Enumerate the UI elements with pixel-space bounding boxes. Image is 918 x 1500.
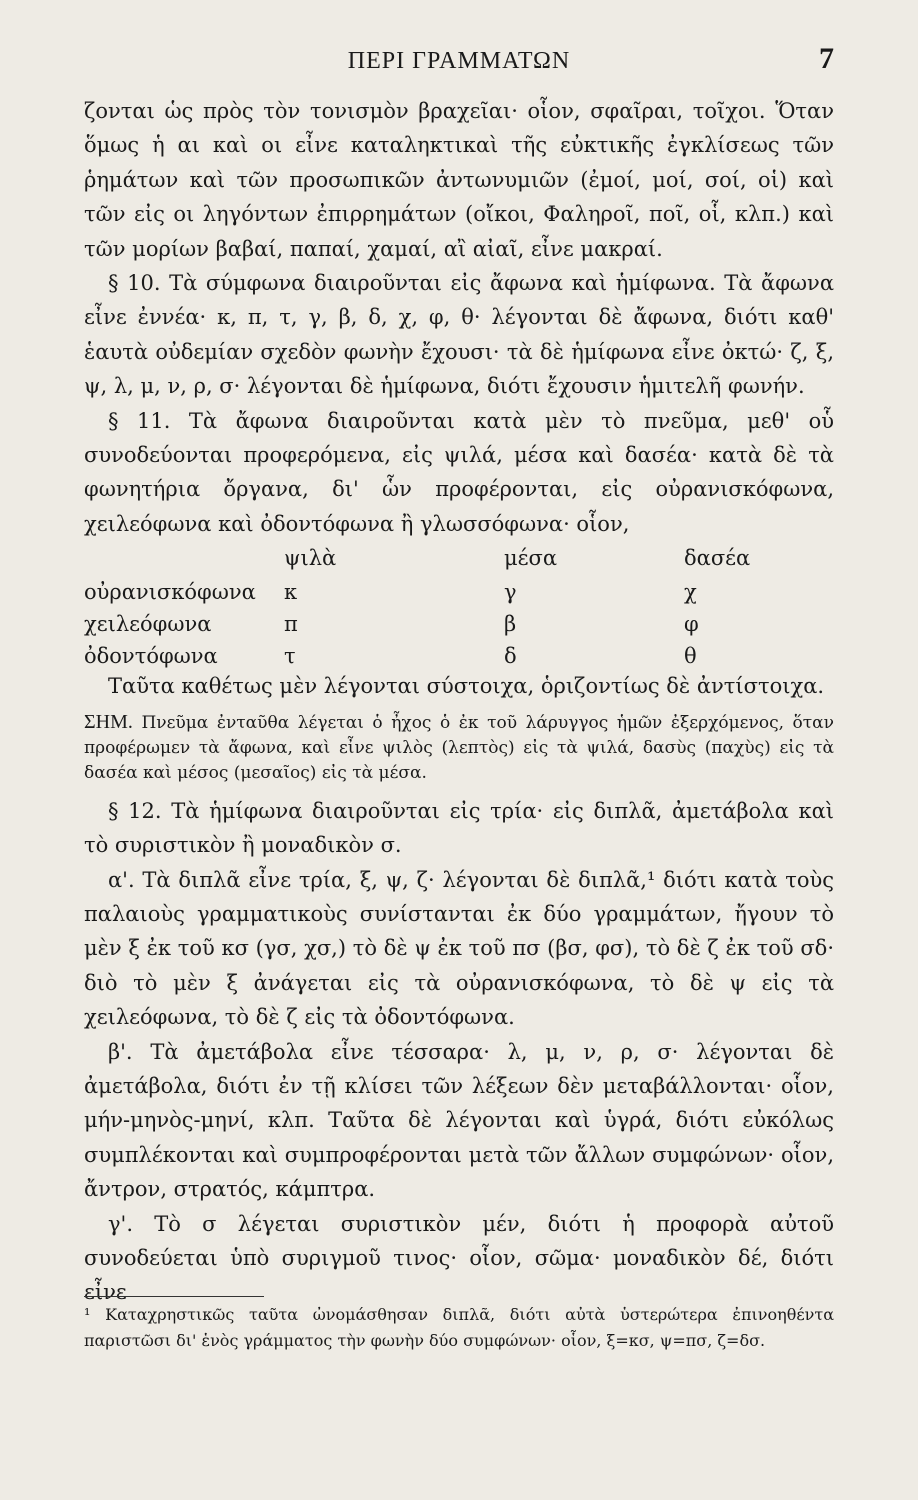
note-text: Πνεῦμα ἐνταῦθα λέγεται ὁ ἦχος ὁ ἐκ τοῦ λάρυγγος ἡμῶν ἐξερχόμενος, ὅταν προφέρωμεν τὰ ἄφωνα, καὶ εἶνε ψιλὸς (λεπτὸς) εἰς τὰ ψιλά, δασὺς (παχὺς) εἰς τὰ δασέα καὶ μέσος (μεσαῖος) εἰς τὰ μέσα. [84, 712, 834, 783]
table-cell: γ [504, 580, 517, 605]
footnote: ¹ Καταχρηστικῶς ταῦτα ὠνομάσθησαν διπλᾶ, διότι αὐτὰ ὑστερώτερα ἐπινοηθέντα παριστῶσι δι' ἑνὸς γράμματος τὴν φωνὴν δύο συμφώνων· οἷον, ξ=κσ, ψ=πσ, ζ=δσ. [84, 1305, 834, 1350]
table-cell: κ [284, 580, 298, 605]
main-text [84, 94, 834, 1310]
note-block [84, 710, 834, 786]
paragraph-after-table: Ταῦτα καθέτως μὲν λέγονται σύστοιχα, ὁριζοντίως δὲ ἀντίστοιχα. [108, 674, 825, 699]
page-number: 7 [819, 42, 834, 75]
table-row-label: ὀδοντόφωνα [84, 644, 218, 669]
paragraph-gamma: γ'. Τὸ σ λέγεται συριστικὸν μέν, διότι ἡ προφορὰ αὐτοῦ συνοδεύεται ὑπὸ συριγμοῦ τινος· οἷον, σῶμα· μοναδικὸν δέ, διότι εἶνε [84, 1211, 834, 1305]
consonant-table [84, 541, 834, 669]
paragraph-alpha: α'. Τὰ διπλᾶ εἶνε τρία, ξ, ψ, ζ· λέγονται δὲ διπλᾶ,¹ διότι κατὰ τοὺς παλαιοὺς γραμματικοὺς συνίστανται ἐκ δύο γραμμάτων, ἤγουν τὸ μὲν ξ ἐκ τοῦ κσ (γσ, χσ,) τὸ δὲ ψ ἐκ τοῦ πσ (βσ, φσ), τὸ δὲ ζ ἐκ τοῦ σδ· διὸ τὸ μὲν ξ ἀνάγεται εἰς τὰ οὐρανισκόφωνα, τὸ δὲ ψ εἰς τὰ χειλεόφωνα, τὸ δὲ ζ εἰς τὰ ὀδοντόφωνα. [84, 867, 834, 1030]
table-header-mesa: μέσα [504, 546, 558, 571]
table-cell: δ [504, 644, 517, 669]
table-header-dasea: δασέα [684, 546, 751, 571]
paragraph-section-12: § 12. Τὰ ἡμίφωνα διαιροῦνται εἰς τρία· εἰς διπλᾶ, ἀμετάβολα καὶ τὸ συριστικὸν ἢ μοναδικὸν σ. [84, 798, 834, 858]
table-row-label: οὐρανισκόφωνα [84, 580, 256, 605]
footnote-divider [84, 1296, 264, 1297]
paragraph-section-11: § 11. Τὰ ἄφωνα διαιροῦνται κατὰ μὲν τὸ πνεῦμα, μεθ' οὗ συνοδεύονται προφερόμενα, εἰς ψιλά, μέσα καὶ δασέα· κατὰ δὲ τὰ φωνητήρια ὄργανα, δι' ὧν προφέρονται, εἰς οὐρανισκόφωνα, χειλεόφωνα καὶ ὀδοντόφωνα ἢ γλωσσόφωνα· οἷον, [84, 408, 834, 536]
table-cell: φ [684, 612, 699, 637]
table-cell: χ [684, 580, 697, 605]
table-cell: π [284, 612, 298, 637]
page-header [84, 42, 834, 82]
paragraph-beta: β'. Τὰ ἀμετάβολα εἶνε τέσσαρα· λ, μ, ν, ρ, σ· λέγονται δὲ ἀμετάβολα, διότι ἐν τῇ κλίσει τῶν λέξεων δὲν μεταβάλλονται· οἷον, μήν-μηνὸς-μηνί, κλπ. Ταῦτα δὲ λέγονται καὶ ὑγρά, διότι εὐκόλως συμπλέκονται καὶ συμπροφέρονται μετὰ τῶν ἄλλων συμφώνων· οἷον, ἄντρον, στρατός, κάμπτρα. [84, 1039, 834, 1202]
table-cell: θ [684, 644, 697, 669]
table-cell: β [504, 612, 517, 637]
note-label: ΣΗΜ. [84, 710, 133, 733]
paragraph-continuation: ζονται ὡς πρὸς τὸν τονισμὸν βραχεῖαι· οἷον, σφαῖραι, τοῖχοι. Ὅταν ὅμως ἡ αι καὶ οι εἶνε καταληκτικαὶ τῆς εὐκτικῆς ἐγκλίσεως τῶν ῥημάτων καὶ τῶν προσωπικῶν ἀντωνυμιῶν (ἐμοί, μοί, σοί, οἱ) καὶ τῶν εἰς οι ληγόντων ἐπιρρημάτων (οἴκοι, Φαληροῖ, ποῖ, οἷ, κλπ.) καὶ τῶν μορίων βαβαί, παπαί, χαμαί, αἲ αἰαῖ, εἶνε μακραί. [84, 99, 834, 261]
table-cell: τ [284, 644, 296, 669]
running-title: ΠΕΡΙ ΓΡΑΜΜΑΤΩΝ [347, 48, 571, 74]
paragraph-section-10: § 10. Τὰ σύμφωνα διαιροῦνται εἰς ἄφωνα καὶ ἡμίφωνα. Τὰ ἄφωνα εἶνε ἐννέα· κ, π, τ, γ, β, δ, χ, φ, θ· λέγονται δὲ ἄφωνα, διότι καθ' ἑαυτὰ οὐδεμίαν σχεδὸν φωνὴν ἔχουσι· τὰ δὲ ἡμίφωνα εἶνε ὀκτώ· ζ, ξ, ψ, λ, μ, ν, ρ, σ· λέγονται δὲ ἡμίφωνα, διότι ἔχουσιν ἡμιτελῆ φωνήν. [84, 271, 834, 399]
table-row-label: χειλεόφωνα [84, 612, 212, 637]
table-header-psila: ψιλὰ [284, 546, 337, 571]
